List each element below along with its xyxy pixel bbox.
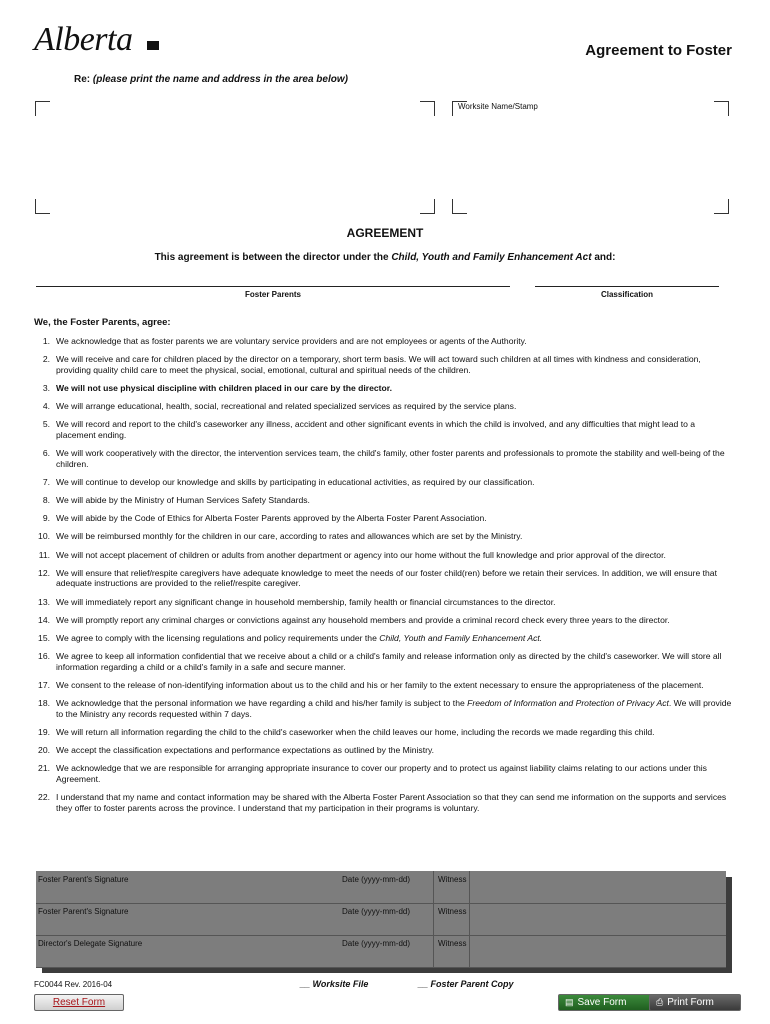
- item-text: We will return all information regarding the child to the child's caseworker when the child leaves our home, including the records we made regarding this child.: [56, 726, 655, 737]
- item-text: I understand that my name and contact information may be shared with the Alberta Foster Parent Association so that they can send me information on the supports and services they offer to foster parents across the province. I understand that my participation in their programs is voluntary.: [56, 792, 727, 813]
- agreement-between-text: [0, 252, 770, 263]
- date-label: Date (yyyy-mm-dd): [342, 939, 411, 948]
- signature-row[interactable]: [36, 935, 726, 968]
- corner-mark: [35, 101, 50, 116]
- item-text: We will receive and care for children placed by the director on a temporary, short term basis. We will act toward such children at all times with kindness and consideration, providing quality child care to meet the physical, social, emotional, cultural and spiritual needs of the children.: [56, 354, 701, 375]
- worksite-file-check[interactable]: [300, 979, 368, 989]
- worksite-file-label: Worksite File: [312, 979, 369, 989]
- re-prefix: Re:: [74, 74, 91, 85]
- item-text: We acknowledge that the personal information we have regarding a child and his/her family is subject to the: [56, 698, 465, 709]
- item-text: We will work cooperatively with the director, the intervention services team, the child's family, other foster parents and professionals to promote the stability and well-being of the children.: [56, 448, 725, 469]
- agreement-item: [34, 727, 734, 738]
- item-number: 4.: [42, 401, 50, 412]
- re-instruction: (please print the name and address in the area below): [92, 74, 348, 85]
- agreement-item: [34, 615, 734, 626]
- agreement-item: [34, 531, 734, 542]
- signer-label: Foster Parent's Signature: [38, 907, 129, 916]
- item-text: We will not accept placement of children or adults from another department or agency into our home without the full knowledge and prior approval of the director.: [56, 549, 666, 560]
- corner-mark: [452, 199, 467, 214]
- item-text: We will promptly report any criminal charges or convictions against any household members and provide a criminal record check every three years to the director.: [56, 614, 670, 625]
- date-label: Date (yyyy-mm-dd): [342, 907, 411, 916]
- witness-label: Witness: [438, 907, 467, 916]
- worksite-stamp-area[interactable]: [452, 101, 729, 214]
- agreement-item: [34, 401, 734, 412]
- check-blank: __: [300, 979, 313, 989]
- item-tail-text: . We will provide to the Ministry any records requested within 7 days.: [56, 698, 732, 719]
- witness-label: Witness: [438, 939, 467, 948]
- print-form-button[interactable]: [649, 994, 741, 1011]
- item-number: 2.: [42, 354, 50, 365]
- item-number: 16.: [38, 651, 50, 662]
- item-text: We acknowledge that we are responsible for arranging appropriate insurance to cover our property and to protect us against liability claims relating to our actions under this Agreement.: [56, 763, 707, 784]
- agreement-item: [34, 763, 734, 784]
- item-text: We will record and report to the child's caseworker any illness, accident and other significant events in which the child is involved, and any difficulties that might lead to a placement ending.: [56, 419, 696, 440]
- agreement-item: [34, 419, 734, 440]
- item-text: We agree to keep all information confidential that we receive about a child or a child's family and release information only as directed by the child's caseworker. We will store all information regarding a child or a child's family in a safe and secure manner.: [56, 651, 722, 672]
- item-number: 21.: [38, 763, 50, 774]
- worksite-stamp-label: Worksite Name/Stamp: [458, 102, 538, 111]
- reset-form-button[interactable]: Reset Form: [34, 994, 124, 1011]
- agreement-item: [34, 568, 734, 589]
- signer-label: Director's Delegate Signature: [38, 939, 143, 948]
- form-code: FC0044 Rev. 2016-04: [34, 980, 113, 989]
- act-name: Child, Youth and Family Enhancement Act: [391, 252, 592, 263]
- item-text: We will arrange educational, health, social, recreational and related specialized services as required by the service plans.: [56, 401, 517, 412]
- item-number: 14.: [38, 614, 50, 625]
- agreement-item: [34, 354, 734, 375]
- corner-mark: [714, 101, 729, 116]
- agreement-item: [34, 792, 734, 813]
- form-title: Agreement to Foster: [585, 42, 732, 59]
- date-label: Date (yyyy-mm-dd): [342, 875, 411, 884]
- classification-caption: Classification: [600, 290, 653, 299]
- agreement-heading: AGREEMENT: [346, 226, 424, 240]
- item-text: We will abide by the Ministry of Human Services Safety Standards.: [56, 495, 310, 506]
- item-number: 11.: [38, 549, 50, 560]
- item-text: We will immediately report any significant change in household membership, family health or financial circumstances to the director.: [56, 596, 556, 607]
- signature-row[interactable]: [36, 903, 726, 936]
- agreement-item: [34, 651, 734, 672]
- item-text: We will abide by the Code of Ethics for Alberta Foster Parents approved by the Alberta Foster Parent Association.: [56, 513, 487, 524]
- agreement-item: [34, 597, 734, 608]
- item-number: 10.: [38, 531, 50, 542]
- item-text: We agree to comply with the licensing regulations and policy requirements under the: [56, 633, 377, 643]
- we-agree-heading: We, the Foster Parents, agree:: [34, 317, 171, 328]
- agreement-item: [34, 513, 734, 524]
- item-number: 1.: [42, 336, 50, 346]
- item-number: 22.: [38, 792, 50, 803]
- corner-mark: [420, 199, 435, 214]
- item-number: 15.: [38, 633, 50, 643]
- agreement-item: [34, 680, 734, 691]
- logo-mark: [147, 41, 159, 50]
- item-number: 7.: [42, 476, 50, 487]
- agreement-item: [34, 698, 734, 719]
- item-number: 19.: [38, 726, 50, 737]
- between-prefix: This agreement is between the director under the: [154, 252, 389, 263]
- item-number: 5.: [42, 419, 50, 430]
- save-form-button[interactable]: [558, 994, 652, 1011]
- item-text: We consent to the release of non-identifying information about us to the child and his or her family to the extent necessary to ensure the appropriateness of the placement.: [56, 679, 704, 690]
- agreement-items-list: [34, 336, 734, 821]
- item-text: We accept the classification expectations and performance expectations as outlined by the Ministry.: [56, 745, 435, 756]
- item-italic-text: Freedom of Information and Protection of Privacy Act: [467, 698, 669, 709]
- corner-mark: [420, 101, 435, 116]
- agreement-item: [34, 633, 734, 644]
- item-number: 18.: [38, 698, 50, 709]
- item-number: 6.: [42, 448, 50, 459]
- signature-row[interactable]: [36, 871, 726, 904]
- print-form-label: Print Form: [667, 997, 714, 1008]
- agreement-item: [34, 448, 734, 469]
- item-text: We will be reimbursed monthly for the children in our care, according to rates and allowances which are set by the Ministry.: [56, 531, 523, 542]
- item-text: We will ensure that relief/respite caregivers have adequate knowledge to meet the needs of our foster child(ren) before we retain their services. In addition, we will ensure that adequate instructions are provided to the relief/respite caregiver.: [56, 567, 717, 589]
- agreement-item: [34, 550, 734, 561]
- item-italic-text: Child, Youth and Family Enhancement Act.: [379, 633, 543, 643]
- between-suffix: and:: [594, 252, 616, 263]
- item-number: 12.: [38, 567, 50, 578]
- alberta-logo: Alberta: [34, 21, 133, 58]
- save-form-label: Save Form: [577, 997, 627, 1008]
- agreement-item: [34, 495, 734, 506]
- item-text: We will not use physical discipline with children placed in our care by the director.: [56, 382, 393, 393]
- item-text: We acknowledge that as foster parents we are voluntary service providers and are not employees or agents of the Authority.: [56, 336, 527, 346]
- agreement-item: [34, 477, 734, 488]
- agreement-item: [34, 745, 734, 756]
- re-label: [74, 74, 348, 85]
- foster-parents-caption: Foster Parents: [244, 290, 302, 299]
- save-icon: ▤: [565, 997, 574, 1007]
- witness-label: Witness: [438, 875, 467, 884]
- signer-label: Foster Parent's Signature: [38, 875, 129, 884]
- printer-icon: ⎙: [656, 997, 664, 1007]
- item-number: 20.: [38, 745, 50, 756]
- corner-mark: [714, 199, 729, 214]
- signature-block: [36, 871, 726, 967]
- item-text: We will continue to develop our knowledge and skills by participating in educational activities, as required by our classification.: [56, 476, 535, 487]
- agreement-item: [34, 336, 734, 347]
- item-number: 8.: [42, 495, 50, 506]
- item-number: 9.: [42, 513, 50, 524]
- check-blank: __: [418, 979, 431, 989]
- item-number: 17.: [38, 679, 50, 690]
- foster-parent-copy-check[interactable]: [418, 979, 514, 989]
- corner-mark: [35, 199, 50, 214]
- item-number: 3.: [42, 382, 50, 393]
- foster-parent-copy-label: Foster Parent Copy: [430, 979, 514, 989]
- foster-parents-field[interactable]: [36, 286, 510, 287]
- item-number: 13.: [38, 596, 50, 607]
- classification-field[interactable]: [535, 286, 719, 287]
- name-address-area[interactable]: [35, 101, 435, 214]
- agreement-item: [34, 383, 734, 394]
